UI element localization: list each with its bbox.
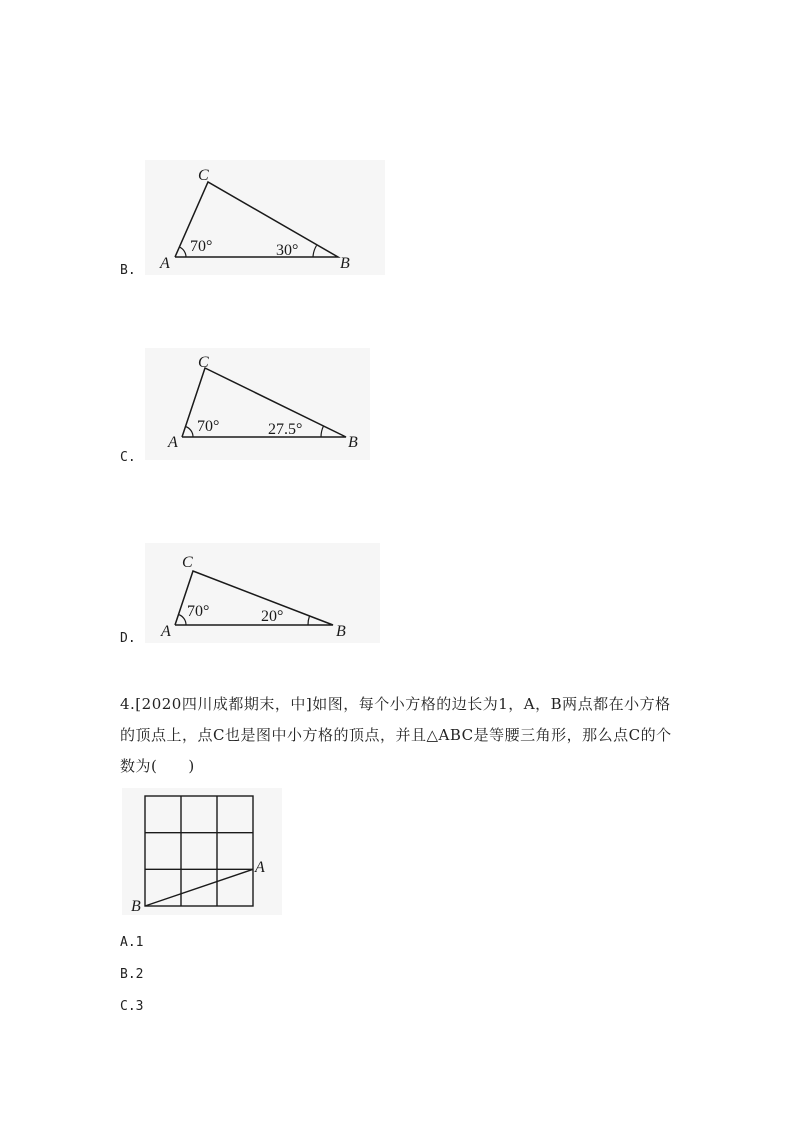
point-c-label: C — [198, 354, 209, 371]
question-4-line-2: 的顶点上，点C也是图中小方格的顶点，并且△ABC是等腰三角形，那么点C的个 — [120, 726, 672, 744]
angle-b-value: 27.5° — [268, 421, 303, 438]
option-d-label: D. — [120, 631, 136, 646]
choice-b: B.2 — [120, 967, 144, 982]
option-c-triangle-svg — [145, 348, 370, 460]
question-4-line-3: 数为( ) — [120, 757, 195, 775]
point-a-label: A — [160, 255, 170, 272]
point-a-label: A — [161, 623, 171, 640]
choice-a: A.1 — [120, 935, 144, 950]
angle-a-value: 70° — [197, 418, 220, 435]
choice-c: C.3 — [120, 999, 144, 1014]
point-b-label: B — [348, 434, 358, 451]
grid-point-b-label: B — [131, 898, 141, 915]
angle-b-value: 20° — [261, 608, 284, 625]
point-c-label: C — [198, 167, 209, 184]
grid-point-a-label: A — [255, 859, 265, 876]
point-a-label: A — [168, 434, 178, 451]
grid-lines — [145, 796, 253, 906]
option-d-triangle-figure — [145, 543, 380, 643]
angle-a-arc — [179, 247, 186, 257]
option-b-triangle-figure — [145, 160, 385, 275]
angle-b-arc — [313, 246, 317, 258]
option-c-triangle-figure — [145, 348, 370, 460]
option-c-label: C. — [120, 450, 136, 465]
option-b-triangle-svg — [145, 160, 385, 275]
angle-a-arc — [186, 427, 194, 438]
question-4-grid-figure — [122, 788, 282, 915]
option-d-triangle-svg — [145, 543, 380, 643]
point-b-label: B — [340, 255, 350, 272]
question-4-line-1: 4.[2020四川成都期末，中]如图，每个小方格的边长为1，A，B两点都在小方格 — [120, 695, 671, 713]
point-b-label: B — [336, 623, 346, 640]
angle-a-value: 70° — [187, 603, 210, 620]
angle-a-arc — [179, 615, 187, 626]
question-4-grid-svg — [122, 788, 282, 915]
angle-b-value: 30° — [276, 242, 299, 259]
segment-ab — [145, 869, 253, 906]
angle-b-arc — [308, 616, 310, 625]
angle-a-value: 70° — [190, 238, 213, 255]
angle-b-arc — [321, 426, 324, 437]
point-c-label: C — [182, 554, 193, 571]
option-b-label: B. — [120, 263, 136, 278]
